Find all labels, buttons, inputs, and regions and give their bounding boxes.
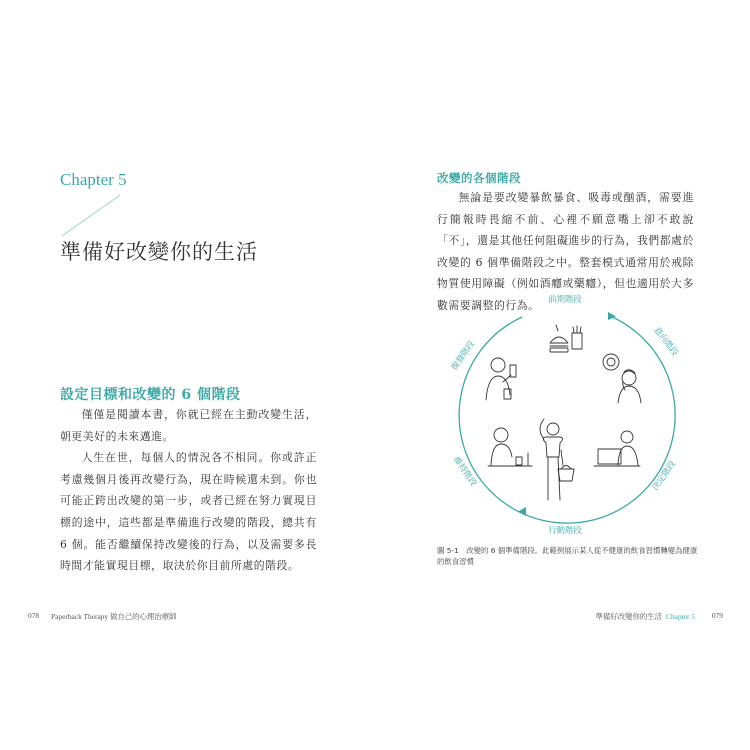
stage-label-contemplation: 意向階段 (652, 324, 681, 358)
page-number-right: 079 (711, 611, 723, 620)
arrow-head-bottom (518, 507, 526, 516)
right-section-heading: 改變的各個階段 (437, 171, 521, 185)
footer-chapter: Chapter 5 (666, 612, 695, 621)
stage-label-precontemplation: 前期階段 (548, 294, 582, 304)
cycle-ring (459, 316, 675, 523)
figure-caption: 圖 5-1 改變的 6 個準備階段。此範例展示某人從不健康的飲食習慣轉變為健康的飲食習慣 (437, 546, 698, 566)
fast-food-icon (550, 325, 582, 352)
page-number-left: 078 (28, 611, 40, 620)
paragraph: 人生在世，每個人的情況各不相同。你或許正考慮幾個月後再改變行為，現在時候還未到。你也可能正跨出改變的第一步，或者已經在努力實現目標的途中，這些都是準備進行改變的階段，總共有 6 個。能否繼續保持改變後的行為，以及需要多長時間才能實現目標，取決於你目前所處的階段。 (60, 451, 317, 573)
running-footer-left: Paperback Therapy 做自己的心理治療師 (51, 612, 177, 621)
paragraph: 無論是要改變暴飲暴食、吸毒或酗酒，需要進行簡報時畏縮不前、心裡不願意嘴上卻不敢說「不」，還是其他任何阻礙進步的行為，我們都處於改變的 6 個準備階段之中。整套模式通常用於戒除物質使用障礙（例如酒癮或藥癮），但也適用於大多數需要調整的行為。 (437, 191, 694, 312)
stage-label-preparation: 決定階段 (649, 458, 678, 492)
person-drinking-icon (486, 358, 516, 400)
stage-label-action: 行動階段 (548, 525, 582, 535)
paragraph: 僅僅是閱讀本書，你就已經在主動改變生活，朝更美好的未來邁進。 (60, 408, 317, 443)
person-thinking-icon (603, 354, 641, 403)
person-at-laptop-icon (594, 431, 640, 466)
person-at-table-icon (488, 428, 532, 466)
chapter-title: 準備好改變你的生活 (60, 240, 258, 264)
left-body-text (60, 404, 317, 577)
stage-label-maintenance: 維持階段 (451, 454, 480, 488)
stage-label-relapse: 復發階段 (448, 338, 477, 372)
running-footer-right (596, 611, 695, 622)
person-shopping-icon (540, 419, 574, 500)
stages-of-change-diagram (432, 285, 702, 545)
section-heading: 設定目標和改變的 6 個階段 (60, 387, 241, 403)
chapter-label: Chapter 5 (60, 170, 127, 189)
chapter-divider-line (60, 192, 122, 238)
footer-title: 準備好改變你的生活 (595, 612, 663, 621)
